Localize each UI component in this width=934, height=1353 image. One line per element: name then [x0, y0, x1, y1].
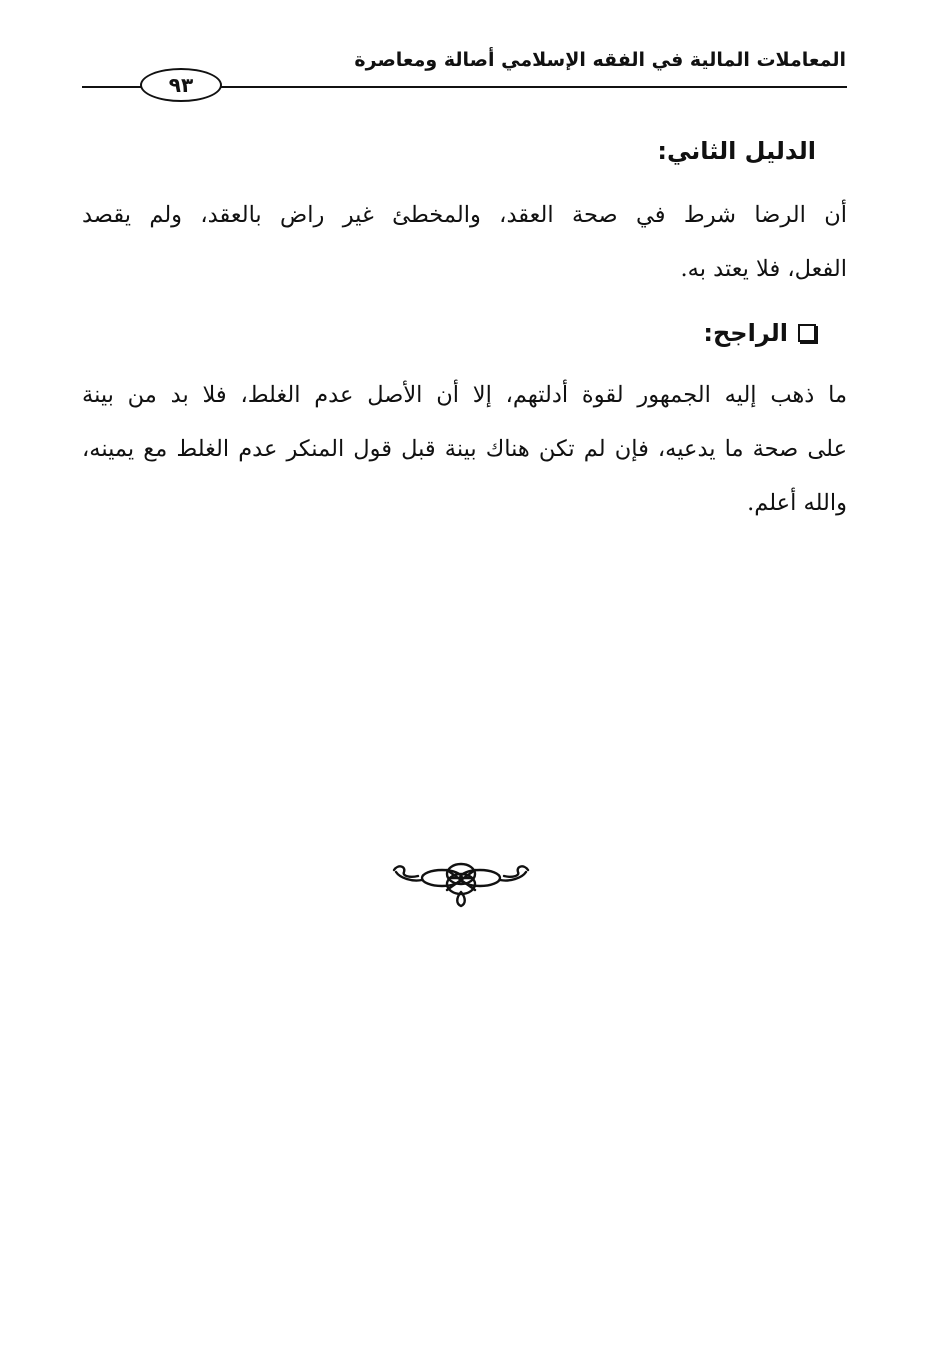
page-number-badge [140, 68, 222, 102]
checkbox-square-icon [798, 324, 816, 342]
paragraph-line: والله أعلم. [747, 490, 847, 516]
paragraph-line: على صحة ما يدعيه، فإن لم تكن هناك بينة قبل قول المنكر عدم الغلط مع يمينه، [82, 436, 847, 462]
paragraph-preferred-view [82, 368, 847, 530]
section-heading-preferred-view [316, 316, 816, 350]
paragraph-second-evidence [82, 188, 847, 296]
running-title: المعاملات المالية في الفقه الإسلامي أصالة ومعاصرة [354, 49, 846, 71]
decorative-flourish-icon [390, 858, 532, 914]
section-heading-second-evidence: الدليل الثاني: [657, 137, 816, 165]
section-heading-label: الراجح: [703, 319, 788, 347]
page-number: ٩٣ [168, 73, 194, 97]
paragraph-line: أن الرضا شرط في صحة العقد، والمخطئ غير راض بالعقد، ولم يقصد [82, 202, 847, 228]
paragraph-line: الفعل، فلا يعتد به. [680, 256, 847, 282]
paragraph-line: ما ذهب إليه الجمهور لقوة أدلتهم، إلا أن الأصل عدم الغلط، فلا بد من بينة [82, 382, 847, 408]
